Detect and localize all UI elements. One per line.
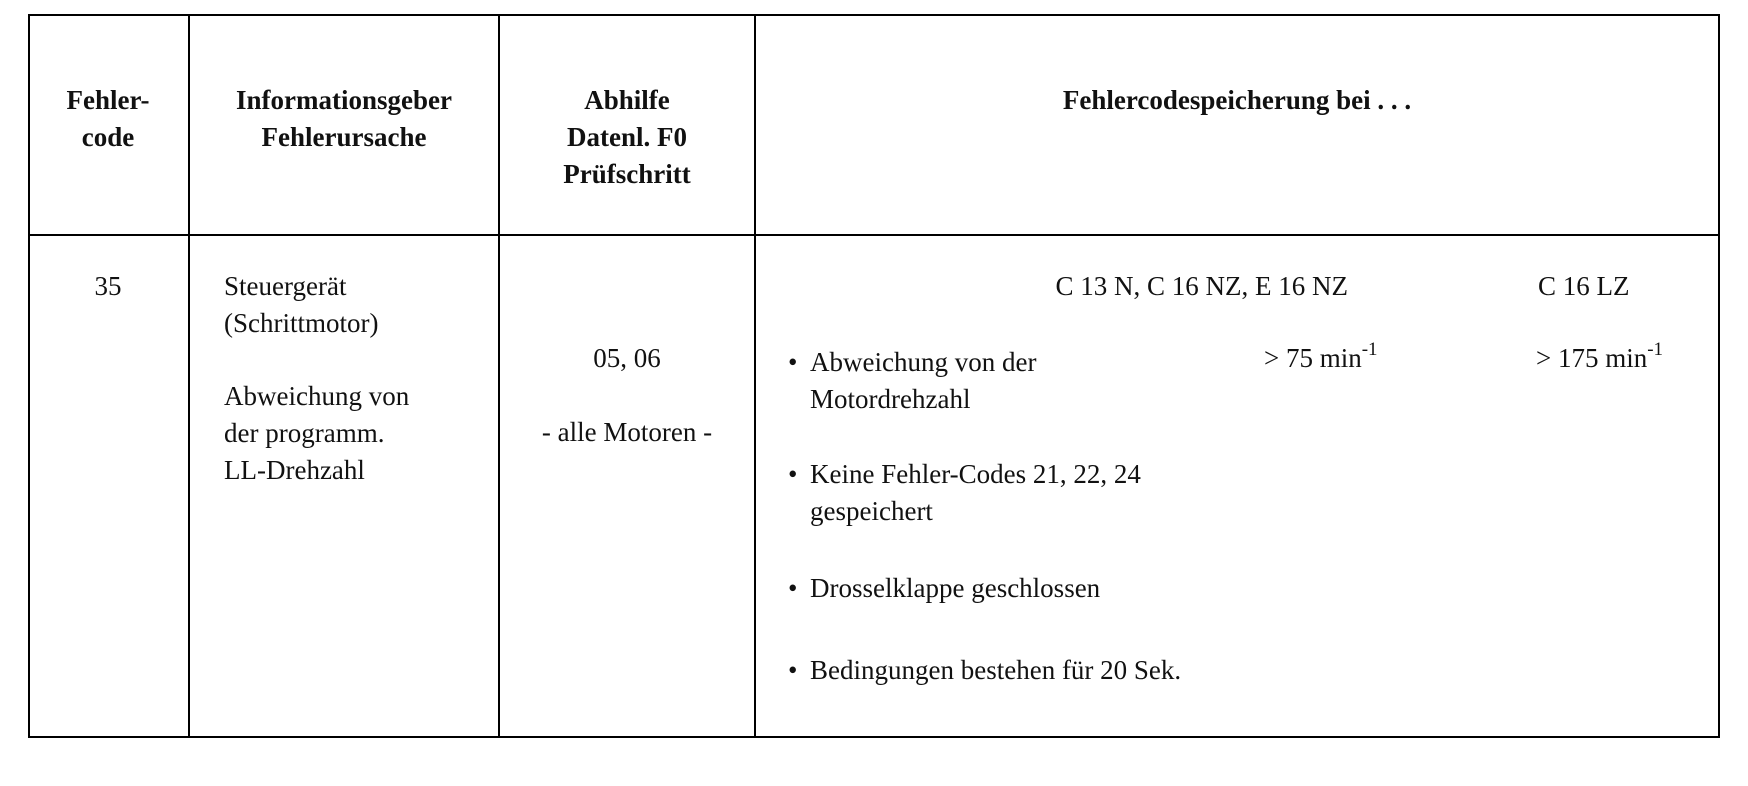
- remedy-steps: 05, 06: [593, 343, 661, 373]
- header-error-code-line2: code: [81, 122, 135, 152]
- header-remedy-line2: Datenl. F0: [567, 122, 687, 152]
- condition-item: [788, 570, 1288, 610]
- condition-item: [788, 344, 1288, 424]
- bullet-icon: •: [788, 347, 798, 377]
- cause-line: LL-Drehzahl: [224, 455, 365, 485]
- header-error-code-line1: Fehler-: [66, 85, 150, 115]
- condition-line: Keine Fehler-Codes 21, 22, 24: [810, 459, 1141, 489]
- threshold-group-1: [1264, 340, 1464, 377]
- threshold-exponent: -1: [1361, 339, 1378, 360]
- cause-text: [224, 378, 494, 489]
- source-line: Steuergerät: [224, 271, 347, 301]
- threshold-value: > 175 min: [1536, 343, 1648, 373]
- header-divider: [28, 234, 1718, 236]
- column-divider: [754, 14, 756, 736]
- header-remedy: [500, 82, 754, 193]
- condition-line: gespeichert: [810, 496, 933, 526]
- threshold-value: > 75 min: [1264, 343, 1362, 373]
- header-remedy-line3: Prüfschritt: [563, 159, 691, 189]
- source-line: (Schrittmotor): [224, 308, 379, 338]
- header-error-code: [28, 82, 188, 156]
- engine-group-2: C 16 LZ: [1538, 271, 1630, 301]
- engine-group-1: C 13 N, C 16 NZ, E 16 NZ: [1055, 271, 1348, 301]
- condition-line: Bedingungen bestehen für 20 Sek.: [810, 655, 1182, 685]
- condition-line: Abweichung von der: [810, 347, 1037, 377]
- condition-item: [788, 456, 1288, 536]
- error-code-table: [28, 14, 1718, 736]
- condition-item: [788, 652, 1288, 692]
- bullet-icon: •: [788, 459, 798, 489]
- condition-line: Drosselklappe geschlossen: [810, 573, 1101, 603]
- header-source-cause: [190, 82, 498, 156]
- header-source-line2: Fehlerursache: [261, 122, 427, 152]
- cause-line: der programm.: [224, 418, 385, 448]
- condition-line: Motordrehzahl: [810, 384, 971, 414]
- header-source-line1: Informationsgeber: [236, 85, 452, 115]
- source-text: [224, 268, 494, 342]
- threshold-exponent: -1: [1647, 339, 1664, 360]
- bullet-icon: •: [788, 573, 798, 603]
- threshold-group-2: [1536, 340, 1716, 377]
- cause-line: Abweichung von: [224, 381, 410, 411]
- header-remedy-line1: Abhilfe: [584, 85, 670, 115]
- header-storage-text: Fehlercodespeicherung bei . . .: [1062, 85, 1412, 115]
- header-storage-condition: [756, 82, 1718, 119]
- bullet-icon: •: [788, 655, 798, 685]
- remedy-scope: - alle Motoren -: [541, 417, 713, 447]
- error-code-value: 35: [94, 271, 122, 301]
